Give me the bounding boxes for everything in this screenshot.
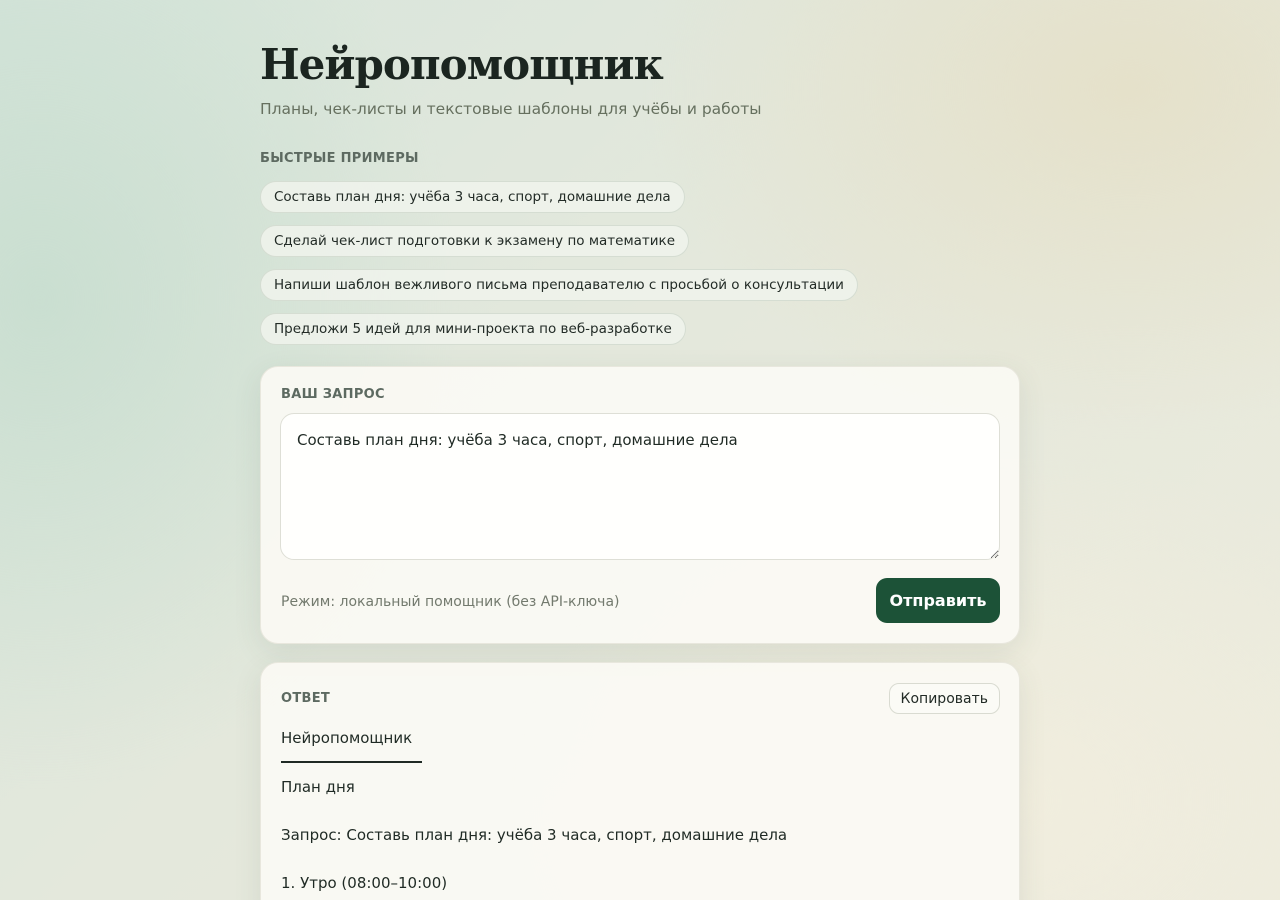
answer-heading: Нейропомощник	[281, 729, 422, 763]
answer-content	[281, 729, 1001, 893]
quick-example-chip[interactable]: Составь план дня: учёба 3 часа, спорт, домашние дела	[260, 181, 685, 213]
quick-example-chip[interactable]: Предложи 5 идей для мини-проекта по веб-разработке	[260, 313, 686, 345]
quick-example-chip[interactable]: Напиши шаблон вежливого письма преподавателю с просьбой о консультации	[260, 269, 858, 301]
query-label: ВАШ ЗАПРОС	[281, 387, 385, 402]
mode-status: Режим: локальный помощник (без API-ключа)	[281, 594, 620, 610]
quick-examples-label: БЫСТРЫЕ ПРИМЕРЫ	[260, 151, 419, 166]
quick-examples-list	[260, 181, 858, 357]
quick-example-chip[interactable]: Сделай чек-лист подготовки к экзамену по математике	[260, 225, 689, 257]
query-input[interactable]	[280, 413, 1000, 560]
send-button[interactable]: Отправить	[876, 578, 1000, 623]
answer-label: ОТВЕТ	[281, 691, 331, 706]
copy-button[interactable]: Копировать	[889, 683, 1000, 714]
query-card	[260, 366, 1020, 644]
answer-line: План дня	[281, 778, 355, 796]
answer-line: 1. Утро (08:00–10:00)	[281, 874, 448, 892]
answer-card	[260, 662, 1020, 900]
page-subtitle: Планы, чек-листы и текстовые шаблоны для учёбы и работы	[260, 100, 762, 118]
answer-line: Запрос: Составь план дня: учёба 3 часа, спорт, домашние дела	[281, 826, 788, 844]
page-title: Нейропомощник	[260, 40, 663, 89]
